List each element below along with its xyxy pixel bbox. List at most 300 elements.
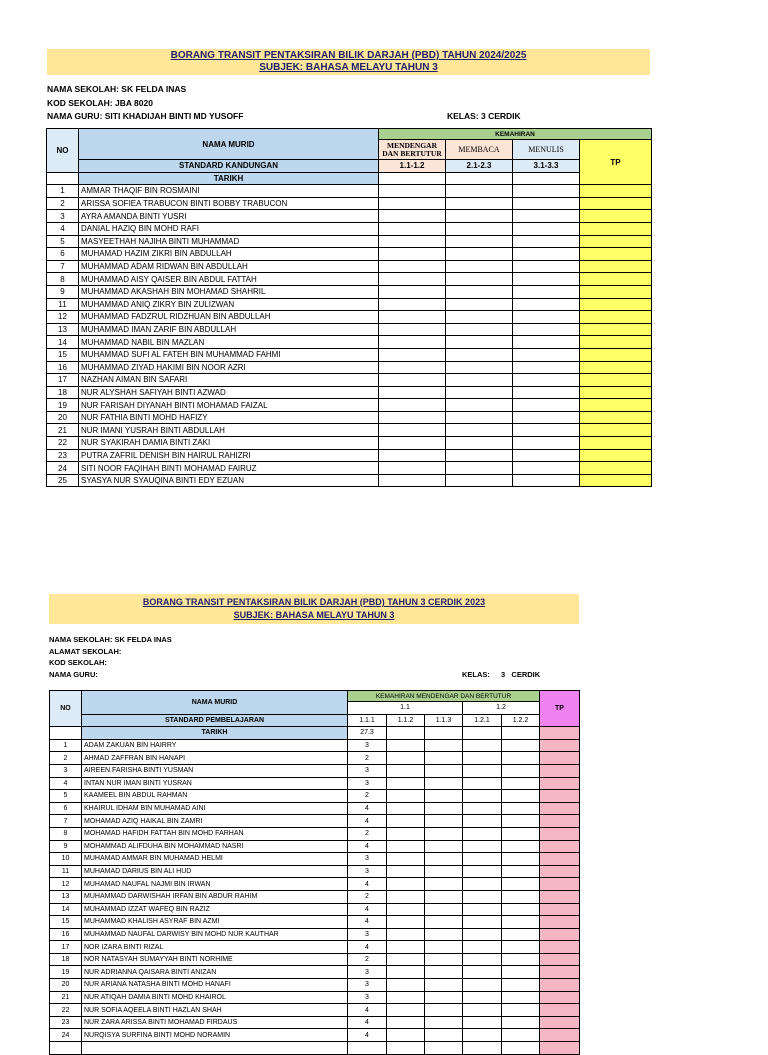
tp-cell[interactable] (580, 235, 652, 248)
score-cell[interactable] (425, 878, 463, 891)
score-cell[interactable] (513, 285, 580, 298)
score-cell[interactable] (387, 878, 425, 891)
score-cell[interactable] (463, 916, 502, 929)
tp-cell[interactable] (580, 437, 652, 450)
tp-cell[interactable] (540, 802, 580, 815)
score-cell[interactable] (463, 802, 502, 815)
tp-cell[interactable] (540, 827, 580, 840)
score-cell[interactable] (463, 777, 502, 790)
score-cell[interactable] (463, 1016, 502, 1029)
score-cell[interactable] (387, 739, 425, 752)
score-cell[interactable] (387, 1016, 425, 1029)
student-name: AYRA AMANDA BINTI YUSRI (79, 210, 379, 223)
tp-cell[interactable] (540, 764, 580, 777)
table-row (50, 865, 580, 878)
score-cell[interactable]: 2 (348, 790, 387, 803)
score-cell[interactable]: 2 (348, 827, 387, 840)
score-cell[interactable] (513, 336, 580, 349)
score-cell[interactable]: 3 (348, 777, 387, 790)
score-cell[interactable] (502, 827, 540, 840)
score-cell[interactable] (513, 323, 580, 336)
score-cell[interactable] (463, 815, 502, 828)
score-cell[interactable] (502, 1016, 540, 1029)
student-name: AIREEN FARISHA BINTI YUSMAN (82, 764, 348, 777)
score-cell[interactable] (513, 210, 580, 223)
score-cell[interactable] (446, 248, 513, 261)
score-cell[interactable] (387, 777, 425, 790)
score-cell[interactable]: 4 (348, 1004, 387, 1017)
form2-teacher: NAMA GURU: (49, 669, 98, 679)
score-cell[interactable] (425, 928, 463, 941)
tp-cell[interactable] (540, 752, 580, 765)
score-cell[interactable]: 4 (348, 1029, 387, 1042)
score-cell[interactable] (446, 298, 513, 311)
score-cell[interactable] (425, 966, 463, 979)
score-cell[interactable] (502, 790, 540, 803)
score-cell[interactable]: 2 (348, 890, 387, 903)
group-1-1: 1.1 (348, 702, 463, 715)
score-cell[interactable] (379, 222, 446, 235)
student-no: 20 (50, 979, 82, 992)
score-cell[interactable] (502, 752, 540, 765)
tp-cell[interactable] (580, 285, 652, 298)
form2-table (49, 690, 580, 1055)
score-cell[interactable] (425, 991, 463, 1004)
tp-cell[interactable] (580, 348, 652, 361)
score-cell[interactable] (502, 777, 540, 790)
table-row (47, 399, 652, 412)
tp-header: TP (580, 140, 652, 185)
tp-cell[interactable] (540, 777, 580, 790)
student-no: 12 (50, 878, 82, 891)
student-name: MUHAMAD HAZIM ZIKRI BIN ABDULLAH (79, 248, 379, 261)
tp-cell[interactable] (580, 260, 652, 273)
score-cell[interactable] (425, 777, 463, 790)
tp-cell[interactable] (580, 210, 652, 223)
tp-cell[interactable] (580, 361, 652, 374)
tp-cell[interactable] (540, 1016, 580, 1029)
tarikh-cell-1[interactable] (379, 172, 446, 185)
tp-cell[interactable] (580, 411, 652, 424)
student-no: 22 (50, 1004, 82, 1017)
score-cell[interactable] (387, 853, 425, 866)
score-cell[interactable] (502, 903, 540, 916)
form1-class: KELAS: 3 CERDIK (447, 111, 521, 121)
student-name: MUHAMMAD FADZRUL RIDZHUAN BIN ABDULLAH (79, 311, 379, 324)
score-cell[interactable] (446, 273, 513, 286)
score-cell[interactable] (446, 311, 513, 324)
score-cell[interactable] (446, 197, 513, 210)
score-cell[interactable] (387, 802, 425, 815)
tp-cell[interactable] (540, 840, 580, 853)
tp-cell[interactable] (540, 966, 580, 979)
sp-5: 1.2.2 (502, 714, 540, 727)
score-cell[interactable] (463, 991, 502, 1004)
score-cell[interactable] (387, 928, 425, 941)
score-cell[interactable] (425, 827, 463, 840)
student-name: NUR ARIANA NATASHA BINTI MOHD HANAFI (82, 979, 348, 992)
score-cell[interactable] (513, 222, 580, 235)
score-cell[interactable] (387, 890, 425, 903)
score-cell[interactable]: 3 (348, 928, 387, 941)
student-no: 19 (50, 966, 82, 979)
score-cell[interactable] (502, 979, 540, 992)
score-cell[interactable] (387, 916, 425, 929)
score-cell[interactable] (513, 361, 580, 374)
tp-cell[interactable] (540, 890, 580, 903)
score-cell[interactable] (502, 802, 540, 815)
score-cell[interactable] (446, 411, 513, 424)
score-cell[interactable] (387, 815, 425, 828)
score-cell[interactable] (379, 399, 446, 412)
tp-cell[interactable] (580, 474, 652, 487)
student-no: 24 (47, 462, 79, 475)
score-cell[interactable] (425, 916, 463, 929)
tp-cell[interactable] (580, 462, 652, 475)
group-1-2: 1.2 (463, 702, 540, 715)
score-cell[interactable] (502, 878, 540, 891)
tp-cell[interactable] (540, 916, 580, 929)
tp-cell[interactable] (540, 1029, 580, 1042)
score-cell[interactable] (502, 953, 540, 966)
score-cell[interactable] (446, 348, 513, 361)
score-cell[interactable] (379, 449, 446, 462)
score-cell[interactable] (387, 966, 425, 979)
tp-cell[interactable] (580, 323, 652, 336)
tp-cell[interactable] (540, 727, 580, 740)
score-cell[interactable] (387, 764, 425, 777)
student-no: 1 (50, 739, 82, 752)
tp-cell[interactable] (580, 386, 652, 399)
score-cell[interactable] (425, 790, 463, 803)
score-cell[interactable]: 4 (348, 840, 387, 853)
score-cell[interactable] (425, 1029, 463, 1042)
score-cell[interactable] (379, 311, 446, 324)
student-name: MUHAMMAD KHALISH ASYRAF BIN AZMI (82, 916, 348, 929)
score-cell[interactable]: 4 (348, 802, 387, 815)
score-cell[interactable] (387, 903, 425, 916)
score-cell[interactable] (513, 449, 580, 462)
student-no: 20 (47, 411, 79, 424)
score-cell[interactable] (463, 979, 502, 992)
score-cell[interactable] (379, 248, 446, 261)
form2-title: BORANG TRANSIT PENTAKSIRAN BILIK DARJAH (PBD) TAHUN 3 CERDIK 2023 (142, 597, 486, 607)
score-cell[interactable] (387, 991, 425, 1004)
tp-cell[interactable] (580, 449, 652, 462)
score-cell[interactable] (513, 374, 580, 387)
score-cell[interactable] (502, 966, 540, 979)
tp-cell[interactable] (580, 273, 652, 286)
score-cell[interactable] (513, 260, 580, 273)
score-cell[interactable] (463, 1029, 502, 1042)
score-cell[interactable] (379, 348, 446, 361)
score-cell[interactable] (387, 752, 425, 765)
tp-cell[interactable] (580, 222, 652, 235)
score-cell[interactable] (502, 890, 540, 903)
score-cell[interactable] (379, 323, 446, 336)
tp-cell[interactable] (540, 878, 580, 891)
score-cell[interactable] (425, 979, 463, 992)
score-cell[interactable] (379, 298, 446, 311)
score-cell[interactable] (446, 386, 513, 399)
score-cell[interactable] (502, 815, 540, 828)
student-no: 8 (47, 273, 79, 286)
score-cell[interactable] (379, 361, 446, 374)
score-cell[interactable] (463, 1004, 502, 1017)
student-no: 12 (47, 311, 79, 324)
score-cell[interactable]: 4 (348, 878, 387, 891)
score-cell[interactable] (446, 210, 513, 223)
score-cell[interactable] (348, 1042, 387, 1055)
score-cell[interactable] (425, 890, 463, 903)
score-cell[interactable] (502, 865, 540, 878)
score-cell[interactable] (425, 953, 463, 966)
score-cell[interactable]: 3 (348, 764, 387, 777)
tp-cell[interactable] (580, 248, 652, 261)
score-cell[interactable] (379, 437, 446, 450)
score-cell[interactable] (387, 1004, 425, 1017)
score-cell[interactable] (446, 474, 513, 487)
table-row (47, 374, 652, 387)
score-cell[interactable] (463, 1042, 502, 1055)
score-cell[interactable] (502, 1004, 540, 1017)
score-cell[interactable] (463, 752, 502, 765)
score-cell[interactable] (502, 764, 540, 777)
score-cell[interactable] (513, 386, 580, 399)
score-cell[interactable] (513, 197, 580, 210)
score-cell[interactable] (513, 462, 580, 475)
score-cell[interactable] (513, 474, 580, 487)
score-cell[interactable]: 3 (348, 865, 387, 878)
score-cell[interactable] (446, 336, 513, 349)
score-cell[interactable] (446, 235, 513, 248)
score-cell[interactable] (379, 474, 446, 487)
score-cell[interactable] (513, 273, 580, 286)
tp-cell[interactable] (580, 336, 652, 349)
score-cell[interactable] (379, 210, 446, 223)
score-cell[interactable] (425, 1042, 463, 1055)
score-cell[interactable]: 3 (348, 979, 387, 992)
tp-cell[interactable] (580, 197, 652, 210)
tarikh-cell[interactable] (463, 727, 502, 740)
score-cell[interactable] (425, 941, 463, 954)
score-cell[interactable] (463, 853, 502, 866)
tp-cell[interactable] (580, 374, 652, 387)
tarikh-cell[interactable] (387, 727, 425, 740)
score-cell[interactable] (387, 840, 425, 853)
tp-cell[interactable] (540, 928, 580, 941)
tarikh-cell-3[interactable] (513, 172, 580, 185)
score-cell[interactable] (387, 1029, 425, 1042)
score-cell[interactable] (387, 941, 425, 954)
score-cell[interactable] (502, 1042, 540, 1055)
tp-cell[interactable] (540, 903, 580, 916)
score-cell[interactable] (463, 764, 502, 777)
tp-cell[interactable] (580, 185, 652, 198)
student-no: 10 (50, 853, 82, 866)
tp-header: TP (540, 691, 580, 727)
score-cell[interactable] (446, 260, 513, 273)
score-cell[interactable] (387, 979, 425, 992)
score-cell[interactable] (379, 336, 446, 349)
student-no: 5 (47, 235, 79, 248)
score-cell[interactable] (463, 953, 502, 966)
tp-cell[interactable] (540, 790, 580, 803)
score-cell[interactable] (502, 941, 540, 954)
student-no: 3 (50, 764, 82, 777)
score-cell[interactable] (425, 840, 463, 853)
score-cell[interactable] (446, 323, 513, 336)
score-cell[interactable] (379, 285, 446, 298)
score-cell[interactable] (502, 991, 540, 1004)
score-cell[interactable] (446, 462, 513, 475)
table-row (47, 411, 652, 424)
score-cell[interactable] (387, 827, 425, 840)
score-cell[interactable] (425, 802, 463, 815)
score-cell[interactable] (446, 361, 513, 374)
score-cell[interactable] (513, 348, 580, 361)
tarikh-cell[interactable] (425, 727, 463, 740)
score-cell[interactable] (387, 865, 425, 878)
student-no: 7 (47, 260, 79, 273)
score-cell[interactable] (379, 462, 446, 475)
score-cell[interactable] (502, 1029, 540, 1042)
tp-cell[interactable] (540, 865, 580, 878)
tp-cell[interactable] (580, 399, 652, 412)
score-cell[interactable] (502, 739, 540, 752)
tp-cell[interactable] (540, 941, 580, 954)
score-cell[interactable] (513, 235, 580, 248)
score-cell[interactable] (379, 260, 446, 273)
score-cell[interactable] (513, 399, 580, 412)
score-cell[interactable] (425, 739, 463, 752)
tp-cell[interactable] (580, 298, 652, 311)
score-cell[interactable] (502, 840, 540, 853)
tp-cell[interactable] (540, 1004, 580, 1017)
score-cell[interactable] (379, 374, 446, 387)
score-cell[interactable] (446, 437, 513, 450)
score-cell[interactable] (463, 903, 502, 916)
table-row (50, 777, 580, 790)
score-cell[interactable] (513, 411, 580, 424)
score-cell[interactable]: 4 (348, 903, 387, 916)
score-cell[interactable]: 4 (348, 1016, 387, 1029)
score-cell[interactable] (463, 928, 502, 941)
tp-cell[interactable] (540, 991, 580, 1004)
score-cell[interactable] (379, 197, 446, 210)
score-cell[interactable] (379, 235, 446, 248)
score-cell[interactable]: 4 (348, 916, 387, 929)
score-cell[interactable] (463, 827, 502, 840)
score-cell[interactable] (513, 298, 580, 311)
tp-cell[interactable] (540, 953, 580, 966)
student-no: 25 (47, 474, 79, 487)
table-row (47, 197, 652, 210)
score-cell[interactable]: 3 (348, 853, 387, 866)
score-cell[interactable] (425, 903, 463, 916)
score-cell[interactable] (425, 1016, 463, 1029)
score-cell[interactable] (425, 752, 463, 765)
score-cell[interactable] (387, 1042, 425, 1055)
score-cell[interactable] (463, 966, 502, 979)
score-cell[interactable] (425, 764, 463, 777)
tp-cell[interactable] (540, 979, 580, 992)
tp-cell[interactable] (580, 311, 652, 324)
student-name: NUR SYAKIRAH DAMIA BINTI ZAKI (79, 437, 379, 450)
tp-cell[interactable] (540, 815, 580, 828)
score-cell[interactable] (425, 865, 463, 878)
student-no: 14 (47, 336, 79, 349)
score-cell[interactable]: 3 (348, 739, 387, 752)
score-cell[interactable] (463, 878, 502, 891)
student-name: NUR FATHIA BINTI MOHD HAFIZY (79, 411, 379, 424)
score-cell[interactable] (513, 311, 580, 324)
score-cell[interactable] (502, 916, 540, 929)
score-cell[interactable] (463, 890, 502, 903)
score-cell[interactable] (446, 424, 513, 437)
score-cell[interactable] (513, 437, 580, 450)
score-cell[interactable] (387, 953, 425, 966)
score-cell[interactable] (446, 222, 513, 235)
score-cell[interactable] (513, 248, 580, 261)
table-row (50, 752, 580, 765)
score-cell[interactable] (463, 865, 502, 878)
tp-cell[interactable] (540, 739, 580, 752)
score-cell[interactable]: 2 (348, 953, 387, 966)
student-no: 3 (47, 210, 79, 223)
score-cell[interactable]: 3 (348, 991, 387, 1004)
score-cell[interactable] (463, 739, 502, 752)
kemahiran-header: KEMAHIRAN MENDENGAR DAN BERTUTUR (348, 691, 540, 702)
score-cell[interactable] (425, 815, 463, 828)
table-row (50, 878, 580, 891)
score-cell[interactable] (446, 449, 513, 462)
score-cell[interactable] (446, 399, 513, 412)
table-row (47, 361, 652, 374)
tp-cell[interactable] (540, 853, 580, 866)
tp-cell[interactable] (540, 1042, 580, 1055)
score-cell[interactable] (387, 790, 425, 803)
score-cell[interactable] (463, 790, 502, 803)
score-cell[interactable] (425, 853, 463, 866)
tarikh-cell[interactable] (502, 727, 540, 740)
score-cell[interactable] (463, 840, 502, 853)
score-cell[interactable] (502, 928, 540, 941)
form2-school: NAMA SEKOLAH: SK FELDA INAS (49, 635, 172, 644)
score-cell[interactable] (379, 411, 446, 424)
score-cell[interactable] (446, 185, 513, 198)
score-cell[interactable]: 3 (348, 966, 387, 979)
score-cell[interactable]: 2 (348, 752, 387, 765)
table-row (50, 840, 580, 853)
score-cell[interactable] (513, 424, 580, 437)
tarikh-cell-2[interactable] (446, 172, 513, 185)
score-cell[interactable] (502, 853, 540, 866)
score-cell[interactable]: 4 (348, 941, 387, 954)
score-cell[interactable] (446, 374, 513, 387)
score-cell[interactable] (379, 424, 446, 437)
score-cell[interactable] (379, 185, 446, 198)
score-cell[interactable] (513, 185, 580, 198)
tarikh-value[interactable]: 27.3 (348, 727, 387, 740)
score-cell[interactable] (463, 941, 502, 954)
score-cell[interactable] (446, 285, 513, 298)
score-cell[interactable]: 4 (348, 815, 387, 828)
score-cell[interactable] (425, 1004, 463, 1017)
score-cell[interactable] (379, 273, 446, 286)
score-cell[interactable] (379, 386, 446, 399)
tp-cell[interactable] (580, 424, 652, 437)
